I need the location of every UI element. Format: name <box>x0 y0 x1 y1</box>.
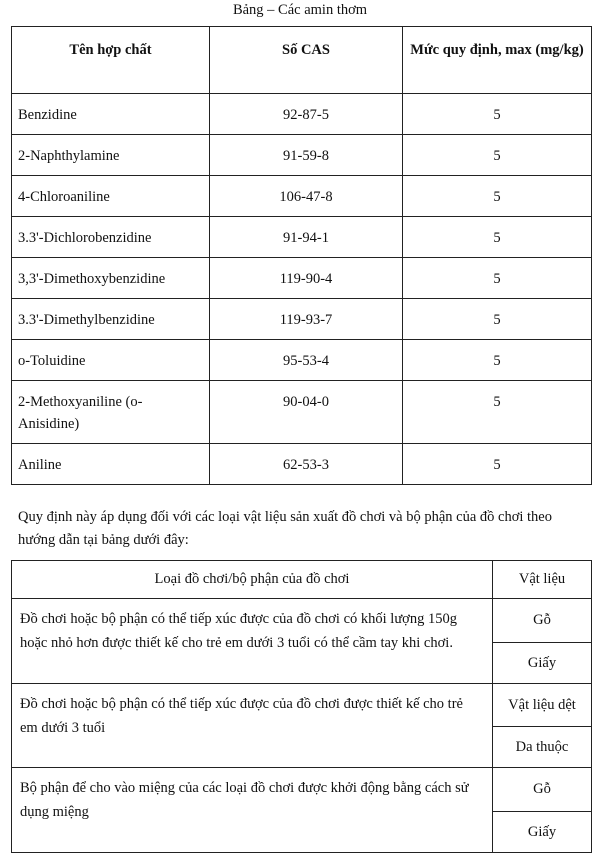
table-row <box>12 217 592 258</box>
cas-number: 106-47-8 <box>210 176 403 217</box>
cas-number: 91-94-1 <box>210 217 403 258</box>
compound-name: 2-Methoxyaniline (o-Anisidine) <box>12 381 210 444</box>
table-row <box>12 768 592 812</box>
compound-name: 3,3'-Dimethoxybenzidine <box>12 258 210 299</box>
cas-number: 95-53-4 <box>210 340 403 381</box>
material-cell: Vật liệu dệt <box>493 684 592 727</box>
cas-number: 90-04-0 <box>210 381 403 444</box>
table-row <box>12 94 592 135</box>
cas-number: 91-59-8 <box>210 135 403 176</box>
table-row <box>12 599 592 643</box>
max-limit: 5 <box>403 258 592 299</box>
max-limit: 5 <box>403 135 592 176</box>
table-row <box>12 340 592 381</box>
compound-name: 4-Chloroaniline <box>12 176 210 217</box>
compound-name: Aniline <box>12 444 210 485</box>
max-limit: 5 <box>403 299 592 340</box>
table-caption: Bảng – Các amin thơm <box>232 2 368 18</box>
max-limit: 5 <box>403 444 592 485</box>
table-row <box>12 135 592 176</box>
table-row <box>12 381 592 444</box>
max-limit: 5 <box>403 340 592 381</box>
table-row <box>12 684 592 727</box>
compound-name: 2-Naphthylamine <box>12 135 210 176</box>
compound-name: Benzidine <box>12 94 210 135</box>
material-cell: Da thuộc <box>493 727 592 768</box>
header-compound-name: Tên hợp chất <box>12 27 210 94</box>
max-limit: 5 <box>403 217 592 258</box>
cas-number: 92-87-5 <box>210 94 403 135</box>
toy-category: Bộ phận để cho vào miệng của các loại đồ chơi được khởi động bằng cách sử dụng miệng <box>12 768 493 853</box>
material-cell: Giấy <box>493 643 592 684</box>
cas-number: 119-93-7 <box>210 299 403 340</box>
compound-name: o-Toluidine <box>12 340 210 381</box>
toy-category: Đồ chơi hoặc bộ phận có thể tiếp xúc được của đồ chơi được thiết kế cho trẻ em dưới 3 tuổi <box>12 684 493 768</box>
aromatic-amines-table <box>11 26 592 485</box>
table-row <box>12 299 592 340</box>
cas-number: 62-53-3 <box>210 444 403 485</box>
cas-number: 119-90-4 <box>210 258 403 299</box>
table-row <box>12 176 592 217</box>
material-cell: Giấy <box>493 812 592 853</box>
material-cell: Gỗ <box>493 599 592 643</box>
toy-materials-table <box>11 560 592 853</box>
toy-category: Đồ chơi hoặc bộ phận có thể tiếp xúc được của đồ chơi có khối lượng 150g hoặc nhỏ hơn được thiết kế cho trẻ em dưới 3 tuổi có thể cầm tay khi chơi. <box>12 599 493 684</box>
max-limit: 5 <box>403 176 592 217</box>
header-cas-number: Số CAS <box>210 27 403 94</box>
compound-name: 3.3'-Dimethylbenzidine <box>12 299 210 340</box>
table-header-row <box>12 561 592 599</box>
max-limit: 5 <box>403 381 592 444</box>
header-material: Vật liệu <box>493 561 592 599</box>
header-toy-category: Loại đồ chơi/bộ phận của đồ chơi <box>12 561 493 599</box>
scope-paragraph: Quy định này áp dụng đối với các loại vật liệu sản xuất đồ chơi và bộ phận của đồ chơi theo hướng dẫn tại bảng dưới đây: <box>18 509 552 548</box>
table-row <box>12 258 592 299</box>
material-cell: Gỗ <box>493 768 592 812</box>
max-limit: 5 <box>403 94 592 135</box>
compound-name: 3.3'-Dichlorobenzidine <box>12 217 210 258</box>
table-row <box>12 444 592 485</box>
table-header-row <box>12 27 592 94</box>
header-max-limit: Mức quy định, max (mg/kg) <box>403 27 592 94</box>
